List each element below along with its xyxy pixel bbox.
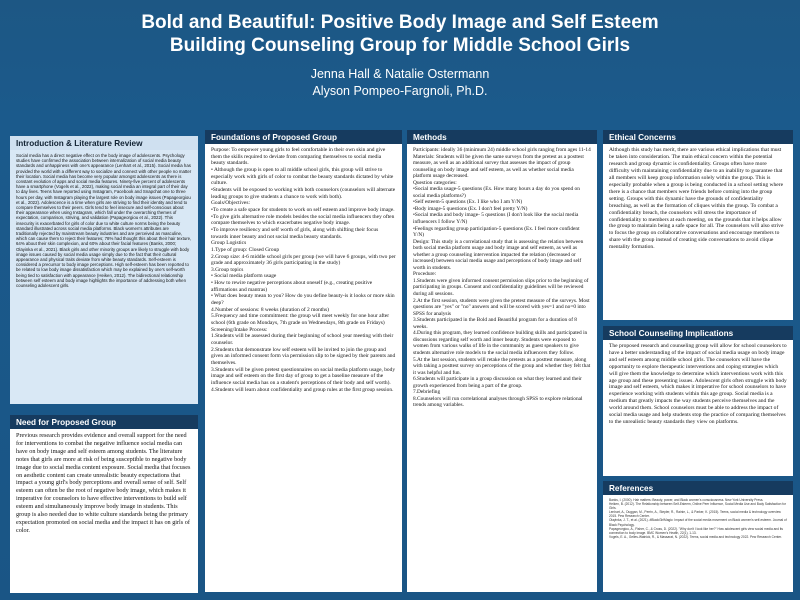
need-heading: Need for Proposed Group: [10, 415, 198, 429]
title-line-1: Bold and Beautiful: Positive Body Image and Self Esteem: [141, 12, 659, 33]
ethical-heading: Ethical Concerns: [603, 130, 793, 144]
implications-panel: [603, 326, 793, 476]
poster-header: [0, 0, 800, 118]
foundations-heading: Foundations of Proposed Group: [205, 130, 402, 144]
intro-text: Social media has a direct negative effect on the body image of adolescents. Psychology studies have confirmed the association between internalization of social media beauty standards and unhappiness with one's appearance (Lenhart et al., 2015). Social media has provided the world with a different way to socialize and connect with other people no matter their location. Social media has become very popular amongst adolescents as there is constant evolution of apps and social media features. Ninety-five percent of adolescents have a smartphone (Vogels et al., 2022), making social media an integral part of their day to day lives. Teens have reported using Instagram, Facebook and Snapchat one to three hours per day, with Instagram playing the largest role on body image issues (Papageorgiou et al., 2022). Adolescence is a time when girls are striving to find their identity and tend to compare themselves to their peers. Girls tend to feel insecure and self-conscious about their appearance when using Instagram, which fall under the overarching themes of expectation, comparison, striving, and validation (Papageorgiou et al., 2022). This insecurity is exacerbated for girls of color due to white culture norms being the beauty standard illustrated across social media platforms. Black women's attributes are traditionally rejected by mainstream beauty industries and are perceived as masculine, which can cause them to reject their features; 78% had thought this about their hair texture, 64% about their skin complexion, and 60% about their facial features (Banks, 2000; Olayinka et al., 2021). Black girls and other minority groups are likely to struggle with body image issues caused by social media usage simply due to the fact that their cultural appearance and physical traits deviate from white beauty standards. Self-esteem is considered a precursor to body image perceptions. High self-esteem has been reported to be related to low body image dissatisfaction which may be explained by one's self-worth being tied to satisfaction with appearance (Heiken, 2012). The bidirectional relationship between self esteem and body image highlights the importance of addressing both when counseling adolescent girls.: [16, 153, 192, 289]
need-panel: [10, 415, 198, 593]
foundations-panel: [205, 130, 402, 592]
references-panel: [603, 481, 793, 592]
authors-line-2: Alyson Pompeo-Fargnoli, Ph.D.: [312, 84, 488, 98]
foundations-text: Purpose: To empower young girls to feel comfortable in their own skin and give them the skills required to deviate from comparing themselves to social media beauty standards. • Although the group is open to all middle school girls, this group will strive to especially work with girls of color to combat the beauty standards dictated by white culture. •Students will be exposed to working with both counselors (counselors will alternate leading groups to give students a chance to work with both). Goals/Objectives: •To create a safe space for students to work on self esteem and improve body image. •To give girls alternative role models besides the social media influencers they often compare themselves to which exacerbates negative body image. •To improve resiliency and self worth of girls, along with shifting their focus towards inner beauty and not social media beauty standards. Group Logistics 1.Type of group: Closed Group 2.Group size: 4-6 middle school girls per group (we will have 6 groups, with two per grade and approximately 36 girls participating in the study) 3.Group topics • Social media platform usage • How to rewire negative perceptions about oneself (e.g., creating positive affirmations and mantras) • What does beauty mean to you? How do you define beauty-is it looks or more skin deep? 4.Number of sessions: 8 weeks (duration of 2 months) 5.Frequency and time commitment: the group will meet weekly for one hour after school (6th grade on Mondays, 7th grade on Wednesdays, 8th grade on Fridays) Screening/Intake Process: 1.Students will be assessed during their beginning of school year meeting with their counselor. 2.Students that demonstrate low self esteem will be invited to join the group and given an informed consent form via permission slip to be signed by their parents and themselves. 3.Students will be given pretest questionnaires on social media platform usage, body image and self esteem on the first day of group to get a baseline measure of the influence social media has on a student's perceptions of their body and self worth). 4.Students will learn about confidentiality and group rules at the first group session.: [211, 147, 396, 393]
ethical-panel: [603, 130, 793, 320]
methods-text: Participants: ideally 36 (minimum 24) middle school girls ranging from ages 11-14 Materials: Students will be given the same surveys from the pretest as a posttest measure, as well as an additional survey that assesses the impact of group counseling on body image and self esteem, as well as whether social media platform usage decreased. Question categories: •Social media usage-5 questions (Ex. How many hours a day do you spend on social media platforms?) •Self esteem-5 questions (Ex. I like who I am Y/N) •Body image-5 questions (Ex. I don't feel pretty Y/N) •Social media and body image- 5 questions (I don't look like the social media influencers I follow Y/N) •Feelings regarding group participation-5 questions (Ex. I feel more confident Y/N) Design: This study is a correlational study that is assessing the relation between both social media platform usage and body image and self esteem, as well as whether a group counseling intervention impacted the relation (decreased or increased) between social media usage and perceptions of body image and self worth in students. Procedure: 1.Students were given informed consent permission slips prior to the beginning of participating in groups. Consent and confidentiality guidelines will be reviewed during all sessions. 2.At the first session, students were given the pretest measure of the surveys. Most questions are "yes" or "no" answers and will be scored with yes=1 and no=0 into SPSS for analysis 3.Students participated in the Bold and Beautiful program for a duration of 8 weeks. 4.During this program, they learned confidence building skills and participated in discussions regarding self worth and inner beauty. Students were exposed to women from various walks of life in the community as guest speakers to give students alternative role models to the social media influencers they follow. 5.At the last session, students will retake the pretests as a posttest measure, along with taking a posttest survey on perceptions of the group and whether they felt that it was helpful and fun. 6.Students will participate in a group discussion on what they learned and their growth experienced from being a part of the group. 7.Debriefing 8.Counselors will run correlational analyses through SPSS to explore relational trends among variables.: [413, 147, 591, 409]
title-line-2: Building Counseling Group for Middle School Girls: [169, 35, 631, 56]
methods-heading: Methods: [407, 130, 597, 144]
need-text: Previous research provides evidence and overall support for the need for interventions to combat the negative influence social media can have on body image and self esteem among students. The literature notes that girls are more at risk of being susceptible to negative body image due to social media content exposure. Social media that focuses on aesthetic content can create unrealistic beauty expectations that impact a young girl's body perceptions and overall sense of self. Self esteem can often be the root of negative body image, which makes it imperative for counselors to have effective interventions to build self esteem and simultaneously improve body image in students. This group is also needed due to white culture standards being the primary expectation promoted on social media and the impact it has on girls of color.: [16, 432, 191, 534]
intro-panel: [10, 136, 198, 404]
ethical-text: Although this study has merit, there are various ethical implications that must be taken into consideration. The main ethical concern within the potential research and group dynamic is confidentiality. Groups often have more difficulty with maintaining confidentiality due to an inability to guarantee that all members will keep group information solely within the group. This is especially probable when a group is being conducted in a school setting where there is a chance that members were friends before coming into the group setting. Groups with this dynamic have the grounds of confidentiality breaching, as well as the formation of cliques within the group. To combat a confidentiality breach, the counselors will stress the importance of confidentiality to members at each meeting, on the grounds that it helps allow the group to maintain being a safe space for all. The counselors will also strive to focus the group on collaborative conversations and encourage members to share with the group instead of creating side conversations to avoid clique mentality formation.: [609, 147, 784, 251]
implications-heading: School Counseling Implications: [603, 326, 793, 340]
authors-line-1: Jenna Hall & Natalie Ostermann: [310, 67, 490, 81]
references-heading: References: [603, 481, 793, 495]
methods-panel: [407, 130, 597, 592]
poster-authors: [0, 66, 800, 100]
poster-title: [0, 0, 800, 57]
intro-heading: Introduction & Literature Review: [10, 136, 198, 150]
implications-text: The proposed research and counseling group will allow for school counselors to have a better understanding of the impact of social media usage on body image and self esteem among middle school girls. The counselors will have the opportunity to explore therapeutic interventions and coping strategies which will give them the knowledge to determine which interventions work with this age group and these presenting issues. Adolescent girls often struggle with body image and self esteem, which makes it imperative for school counselors to have experience working with students within this age group. Social media is a medium that greatly impacts the way students perceive themselves and the world around them. School counselors must be able to address the impact of social media usage and help students stop the practice of comparing themselves to the unrealistic beauty standards they view on platforms.: [609, 343, 787, 425]
references-text: Banks, I. (2000). Hair matters: Beauty, power, and Black women's consciousness. New York University Press. Heiken, B. (2012). The Relationship between Self-Esteem, Online Peer Influence, Social Media Use and Body Satisfaction for Girls. Lenhart, A., Duggan, M., Perrin, A., Stepler, R., Rainie, L., & Parker, K. (2015). Teens, social media & technology overview 2015. Pew Research Center. Olayinka, J. T., et al. (2021). #BlackGirlMagic: Impact of the social media movement on Black women's self-esteem. Journal of Black Psychology. Papageorgiou, A., Fisher, C., & Cross, D. (2022). "Why don't I look like her?" How adolescent girls view social media and its connection to body image. BMC Women's Health, 22(1), 1-13. Vogels, E. A., Gelles-Watnick, R., & Massarat, N. (2022). Teens, social media and technology 2022. Pew Research Center.: [609, 498, 787, 539]
